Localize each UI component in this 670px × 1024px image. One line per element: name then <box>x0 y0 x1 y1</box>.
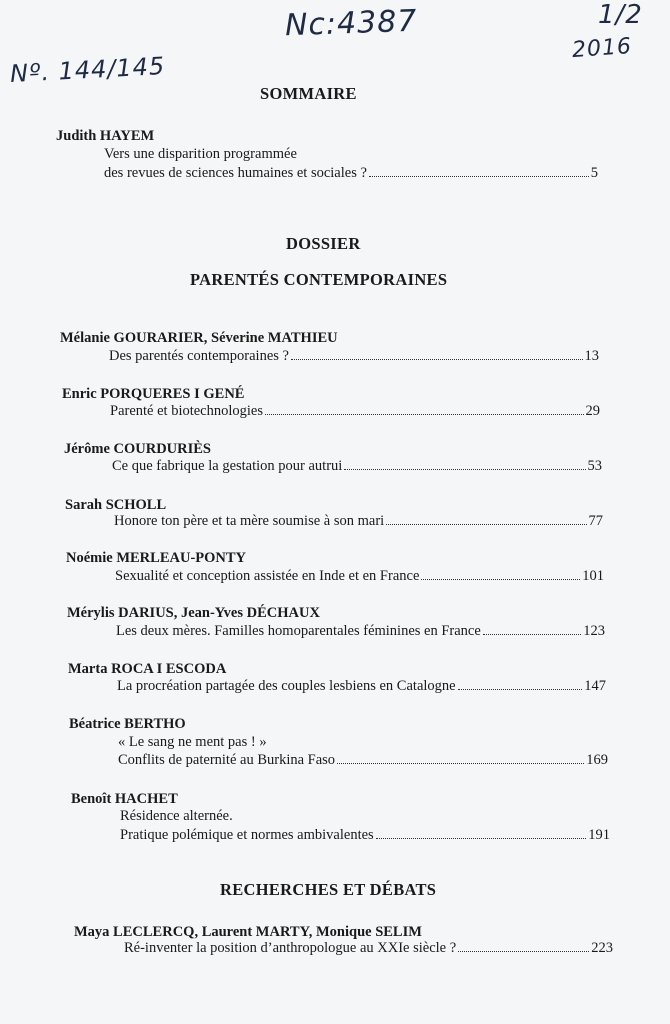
recherches-heading: RECHERCHES ET DÉBATS <box>220 880 437 899</box>
entry-title: Pratique polémique et normes ambivalentes <box>120 826 374 843</box>
entry-author: Sarah SCHOLL <box>65 497 167 513</box>
dot-leader <box>265 402 583 415</box>
entry-page: 13 <box>584 347 599 364</box>
entry-title: La procréation partagée des couples lesbiens en Catalogne <box>117 677 456 694</box>
entry-title-line1 <box>118 734 267 751</box>
entry-author: Noémie MERLEAU-PONTY <box>66 550 247 566</box>
entry-title: Sexualité et conception assistée en Inde et en France <box>115 567 420 584</box>
entry-author: Enric PORQUERES I GENÉ <box>62 386 245 402</box>
dot-leader <box>483 622 581 635</box>
entry-author: Benoît HACHET <box>71 791 178 807</box>
entry-page: 53 <box>587 457 602 474</box>
entry-page: 123 <box>583 622 605 639</box>
entry-title: Ce que fabrique la gestation pour autrui <box>112 457 343 474</box>
entry-title-line <box>118 751 608 769</box>
entry-title-line <box>112 457 602 475</box>
dossier-heading: DOSSIER <box>286 234 361 253</box>
entry-author: Jérôme COURDURIÈS <box>64 441 211 457</box>
entry-title-line <box>110 402 600 420</box>
recherches-author: Maya LECLERCQ, Laurent MARTY, Monique SELIM <box>74 924 422 940</box>
entry-page: 191 <box>588 826 610 843</box>
entry-title-line1 <box>120 808 233 825</box>
entry-title-line <box>120 826 610 844</box>
entry-author: Béatrice BERTHO <box>69 716 186 732</box>
handwritten-reference: Nc:4387 <box>284 3 418 44</box>
dot-leader <box>386 512 586 525</box>
handwritten-year: 2016 <box>571 33 633 64</box>
entry-title: Honore ton père et ta mère soumise à son mari <box>114 512 385 529</box>
recherches-title: Ré-inventer la position d’anthropologue au XXIe siècle ? <box>124 939 457 956</box>
intro-title-line2 <box>104 164 598 182</box>
entry-page: 101 <box>582 567 604 584</box>
intro-title-text-2: des revues de sciences humaines et sociales ? <box>104 164 367 181</box>
entry-page: 147 <box>584 677 606 694</box>
intro-title-text-1: Vers une disparition programmée <box>104 146 297 162</box>
entry-title: Des parentés contemporaines ? <box>109 347 289 364</box>
dot-leader <box>421 567 580 580</box>
intro-author: Judith HAYEM <box>56 128 155 144</box>
handwritten-page-count: 1/2 <box>598 0 643 30</box>
entry-page: 169 <box>586 751 608 768</box>
dot-leader <box>369 164 589 177</box>
entry-title-line <box>116 622 605 640</box>
entry-title: Parenté et biotechnologies <box>110 402 264 419</box>
sommaire-heading: SOMMAIRE <box>260 84 357 103</box>
entry-page: 77 <box>588 512 603 529</box>
recherches-title-line <box>124 939 613 957</box>
dot-leader <box>291 347 583 360</box>
intro-page: 5 <box>590 164 598 181</box>
intro-title-line1 <box>104 146 297 163</box>
entry-title-line <box>109 347 599 365</box>
dossier-subtitle: PARENTÉS CONTEMPORAINES <box>190 270 448 289</box>
dot-leader <box>344 457 585 470</box>
entry-title: Conflits de paternité au Burkina Faso <box>118 751 336 768</box>
dot-leader <box>337 751 584 764</box>
entry-author: Mélanie GOURARIER, Séverine MATHIEU <box>60 330 338 346</box>
entry-title-line <box>115 567 604 585</box>
entry-title-line <box>114 512 603 530</box>
entry-author: Marta ROCA I ESCODA <box>68 661 227 677</box>
entry-title-first-line: « Le sang ne ment pas ! » <box>118 734 267 750</box>
entry-author: Mérylis DARIUS, Jean-Yves DÉCHAUX <box>67 605 320 621</box>
handwritten-issue-number: Nº. 144/145 <box>9 51 166 89</box>
dot-leader <box>458 677 583 690</box>
entry-title-line <box>117 677 606 695</box>
dot-leader <box>458 939 589 952</box>
entry-title-first-line: Résidence alternée. <box>120 808 233 824</box>
entry-page: 29 <box>585 402 600 419</box>
dot-leader <box>376 826 587 839</box>
entry-title: Les deux mères. Familles homoparentales féminines en France <box>116 622 481 639</box>
recherches-page: 223 <box>591 939 613 956</box>
